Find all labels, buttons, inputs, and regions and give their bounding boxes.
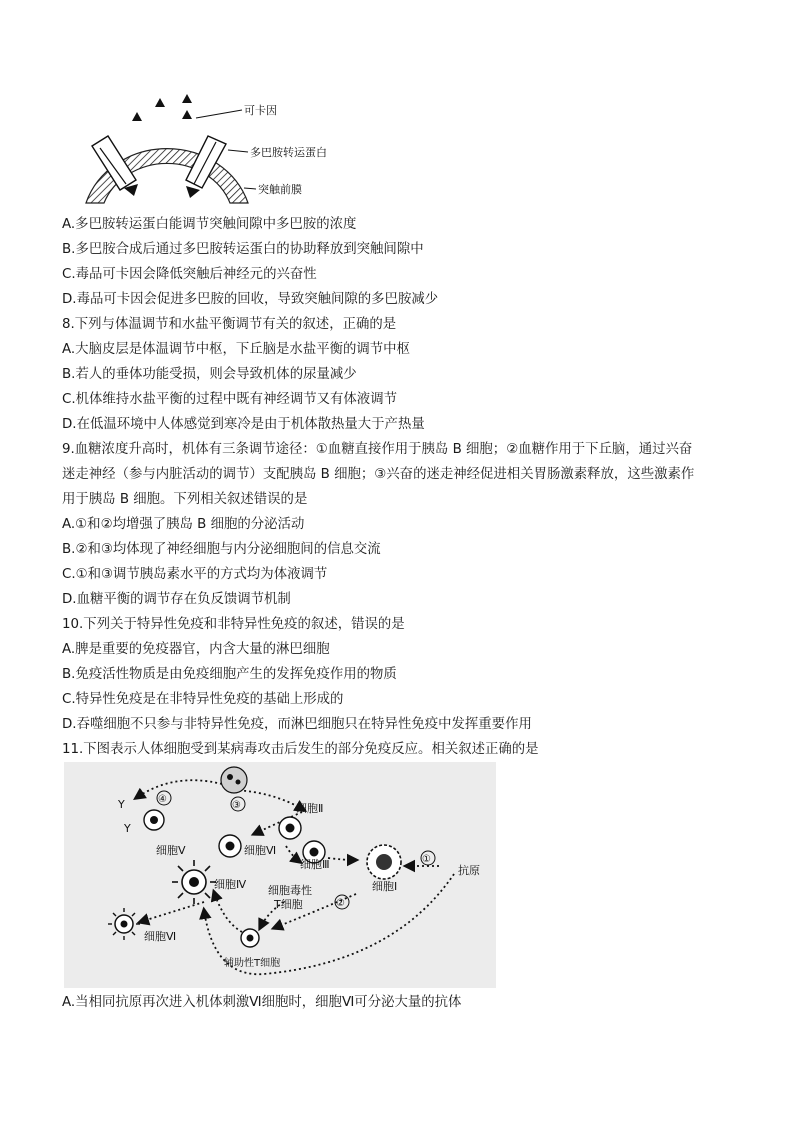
step-3: ③	[232, 800, 241, 811]
cell-vi-lower	[108, 908, 140, 940]
cell-iv	[172, 860, 216, 904]
q9-option-b: B.②和③均体现了神经细胞与内分泌细胞间的信息交流	[62, 542, 381, 557]
q11-option-a: A.当相同抗原再次进入机体刺激Ⅵ细胞时，细胞Ⅵ可分泌大量的抗体	[62, 995, 462, 1010]
label-ctl-2: T细胞	[274, 898, 303, 911]
cell-i	[367, 845, 401, 879]
q10-stem: 10.下列关于特异性免疫和非特异性免疫的叙述，错误的是	[62, 617, 405, 632]
q9-option-d: D.血糖平衡的调节存在负反馈调节机制	[62, 592, 291, 607]
q8-option-d: D.在低温环境中人体感觉到寒冷是由于机体散热量大于产热量	[62, 417, 425, 432]
cocaine-molecule	[132, 112, 142, 121]
label-helper-t-cell: 辅助性T细胞	[224, 958, 281, 969]
dopamine-transporter-diagram	[78, 88, 338, 213]
label-ctl-1: 细胞毒性	[268, 884, 312, 897]
cocaine-molecule	[155, 98, 165, 107]
q8-option-b: B.若人的垂体功能受损，则会导致机体的尿量减少	[62, 367, 357, 382]
q10-option-c: C.特异性免疫是在非特异性免疫的基础上形成的	[62, 692, 344, 707]
immune-response-diagram	[64, 762, 496, 988]
cell-v	[117, 798, 164, 835]
cocaine-molecule	[182, 94, 192, 103]
q9-option-a: A.①和②均增强了胰岛 B 细胞的分泌活动	[62, 517, 305, 532]
q7-option-a: A.多巴胺转运蛋白能调节突触间隙中多巴胺的浓度	[62, 217, 357, 232]
label-cell-vi-lower: 细胞Ⅵ	[144, 930, 177, 943]
cell-vi-upper	[219, 835, 241, 857]
q7-option-d: D.毒品可卡因会促进多巴胺的回收，导致突触间隙的多巴胺减少	[62, 292, 439, 307]
step-4: ④	[158, 794, 167, 805]
q8-option-c: C.机体维持水盐平衡的过程中既有神经调节又有体液调节	[62, 392, 397, 407]
q9-stem-3: 用于胰岛 B 细胞。下列相关叙述错误的是	[62, 492, 308, 507]
label-cell-vi-upper: 细胞Ⅵ	[244, 844, 277, 857]
label-antigen: 抗原	[458, 864, 480, 877]
q10-option-a: A.脾是重要的免疫器官，内含大量的淋巴细胞	[62, 642, 330, 657]
q9-stem-2: 迷走神经（参与内脏活动的调节）支配胰岛 B 细胞；③兴奋的迷走神经促进相关胃肠激素释放，这些激素作	[62, 467, 695, 482]
q9-option-c: C.①和③调节胰岛素水平的方式均为体液调节	[62, 567, 328, 582]
label-cocaine: 可卡因	[244, 104, 277, 117]
q11-stem: 11.下图表示人体细胞受到某病毒攻击后发生的部分免疫反应。相关叙述正确的是	[62, 742, 539, 757]
q10-option-d: D.吞噬细胞不只参与非特异性免疫，而淋巴细胞只在特异性免疫中发挥重要作用	[62, 717, 532, 732]
helper-t-cell	[241, 929, 259, 947]
cocaine-molecule	[182, 110, 192, 119]
label-cell-v: 细胞Ⅴ	[156, 844, 186, 857]
label-presynaptic-membrane: 突触前膜	[258, 183, 302, 196]
step-1: ①	[422, 854, 431, 865]
step-2: ②	[336, 898, 345, 909]
q9-stem-1: 9.血糖浓度升高时，机体有三条调节途径：①血糖直接作用于胰岛 B 细胞；②血糖作用于下丘脑，通过兴奋	[62, 442, 693, 457]
q8-option-a: A.大脑皮层是体温调节中枢，下丘脑是水盐平衡的调节中枢	[62, 342, 410, 357]
infected-cell-top	[221, 767, 247, 793]
svg-text:Y: Y	[118, 798, 125, 811]
svg-text:Y: Y	[124, 822, 131, 835]
label-cell-i: 细胞Ⅰ	[372, 880, 398, 893]
q7-option-c: C.毒品可卡因会降低突触后神经元的兴奋性	[62, 267, 317, 282]
cell-ii	[279, 817, 301, 839]
label-dopamine-transporter: 多巴胺转运蛋白	[250, 146, 327, 159]
label-cell-iv: 细胞Ⅳ	[214, 878, 247, 891]
label-cell-iii: 细胞Ⅲ	[300, 858, 330, 871]
q8-stem: 8.下列与体温调节和水盐平衡调节有关的叙述，正确的是	[62, 317, 397, 332]
q10-option-b: B.免疫活性物质是由免疫细胞产生的发挥免疫作用的物质	[62, 667, 397, 682]
label-cell-ii: 细胞Ⅱ	[296, 802, 324, 815]
q7-option-b: B.多巴胺合成后通过多巴胺转运蛋白的协助释放到突触间隙中	[62, 242, 424, 257]
